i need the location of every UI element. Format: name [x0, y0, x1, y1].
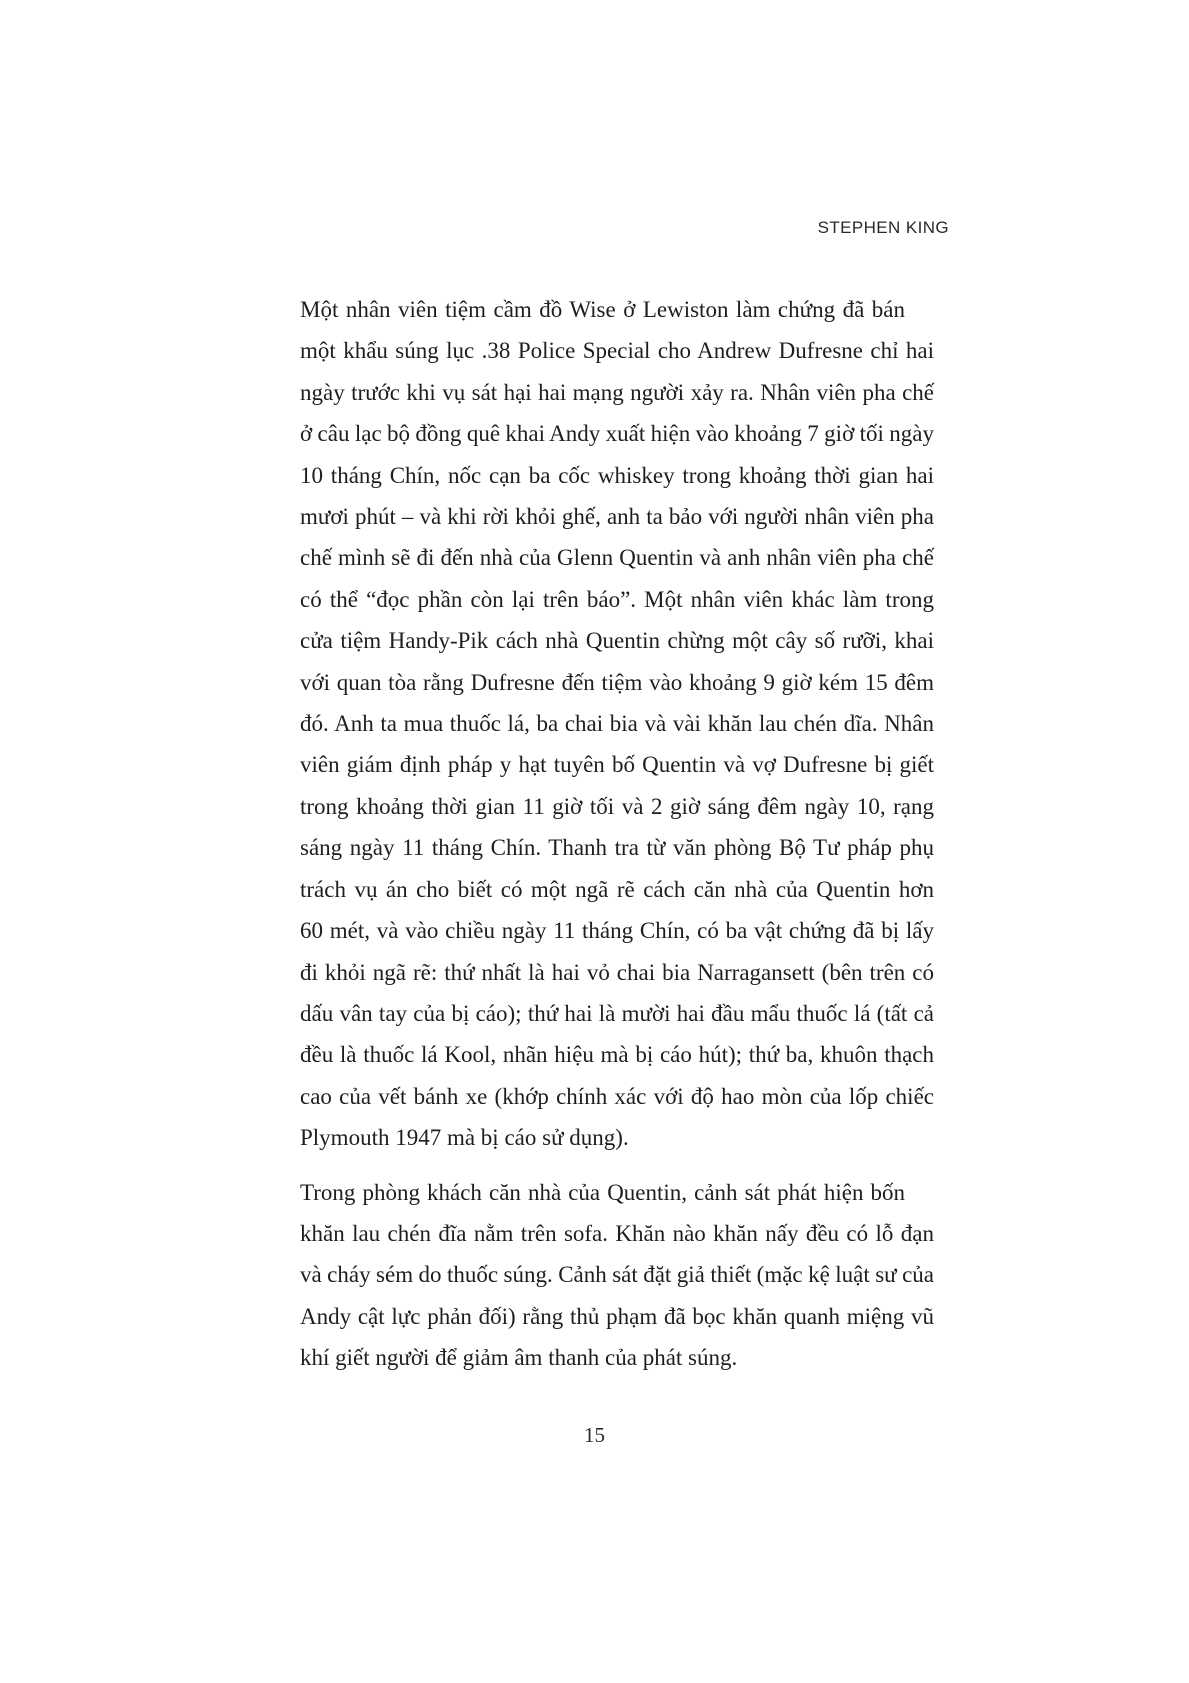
text-line: ngày trước khi vụ sát hại hai mạng người xảy ra. Nhân viên pha chế: [300, 379, 934, 405]
text-line: đó. Anh ta mua thuốc lá, ba chai bia và vài khăn lau chén dĩa. Nhân: [300, 711, 934, 737]
text-line: đi khỏi ngã rẽ: thứ nhất là hai vỏ chai bia Narragansett (bên trên có: [300, 959, 934, 985]
text-line: ở câu lạc bộ đồng quê khai Andy xuất hiện vào khoảng 7 giờ tối ngày: [300, 421, 934, 447]
page-number: 15: [584, 1423, 605, 1447]
text-line: Một nhân viên tiệm cầm đồ Wise ở Lewiston làm chứng đã bán: [300, 297, 905, 322]
text-line: mươi phút – và khi rời khỏi ghế, anh ta bảo với người nhân viên pha: [300, 504, 934, 530]
text-line: Plymouth 1947 mà bị cáo sử dụng).: [300, 1125, 629, 1151]
text-line: dấu vân tay của bị cáo); thứ hai là mười hai đầu mẩu thuốc lá (tất cả: [300, 1000, 934, 1026]
text-line: một khẩu súng lục .38 Police Special cho Andrew Dufresne chỉ hai: [300, 338, 934, 364]
text-line: 60 mét, và vào chiều ngày 11 tháng Chín, có ba vật chứng đã bị lấy: [300, 918, 934, 944]
text-line: có thể “đọc phần còn lại trên báo”. Một nhân viên khác làm trong: [300, 586, 934, 612]
paragraph-1: [271, 289, 934, 1159]
text-line: chế mình sẽ đi đến nhà của Glenn Quentin và anh nhân viên pha chế: [300, 545, 934, 571]
text-line: trong khoảng thời gian 11 giờ tối và 2 giờ sáng đêm ngày 10, rạng: [300, 793, 934, 819]
text-line: và cháy sém do thuốc súng. Cảnh sát đặt giả thiết (mặc kệ luật sư của: [300, 1262, 934, 1288]
paragraph-2: [271, 1172, 934, 1379]
text-line: cao của vết bánh xe (khớp chính xác với độ hao mòn của lốp chiếc: [300, 1083, 934, 1109]
running-head: STEPHEN KING: [817, 218, 949, 237]
text-line: cửa tiệm Handy-Pik cách nhà Quentin chừng một cây số rưỡi, khai: [300, 628, 934, 654]
text-line: Trong phòng khách căn nhà của Quentin, cảnh sát phát hiện bốn: [300, 1179, 905, 1205]
text-line: 10 tháng Chín, nốc cạn ba cốc whiskey trong khoảng thời gian hai: [300, 462, 934, 488]
text-line: khăn lau chén đĩa nằm trên sofa. Khăn nào khăn nấy đều có lỗ đạn: [300, 1220, 934, 1246]
text-line: viên giám định pháp y hạt tuyên bố Quentin và vợ Dufresne bị giết: [300, 752, 934, 778]
text-line: Andy cật lực phản đối) rằng thủ phạm đã bọc khăn quanh miệng vũ: [300, 1303, 934, 1329]
text-line: với quan tòa rằng Dufresne đến tiệm vào khoảng 9 giờ kém 15 đêm: [300, 669, 934, 695]
text-line: khí giết người để giảm âm thanh của phát súng.: [300, 1345, 738, 1371]
body-text: [271, 289, 934, 1379]
text-line: đều là thuốc lá Kool, nhãn hiệu mà bị cáo hút); thứ ba, khuôn thạch: [300, 1042, 934, 1068]
text-line: trách vụ án cho biết có một ngã rẽ cách căn nhà của Quentin hơn: [300, 876, 934, 902]
text-line: sáng ngày 11 tháng Chín. Thanh tra từ văn phòng Bộ Tư pháp phụ: [300, 835, 934, 861]
